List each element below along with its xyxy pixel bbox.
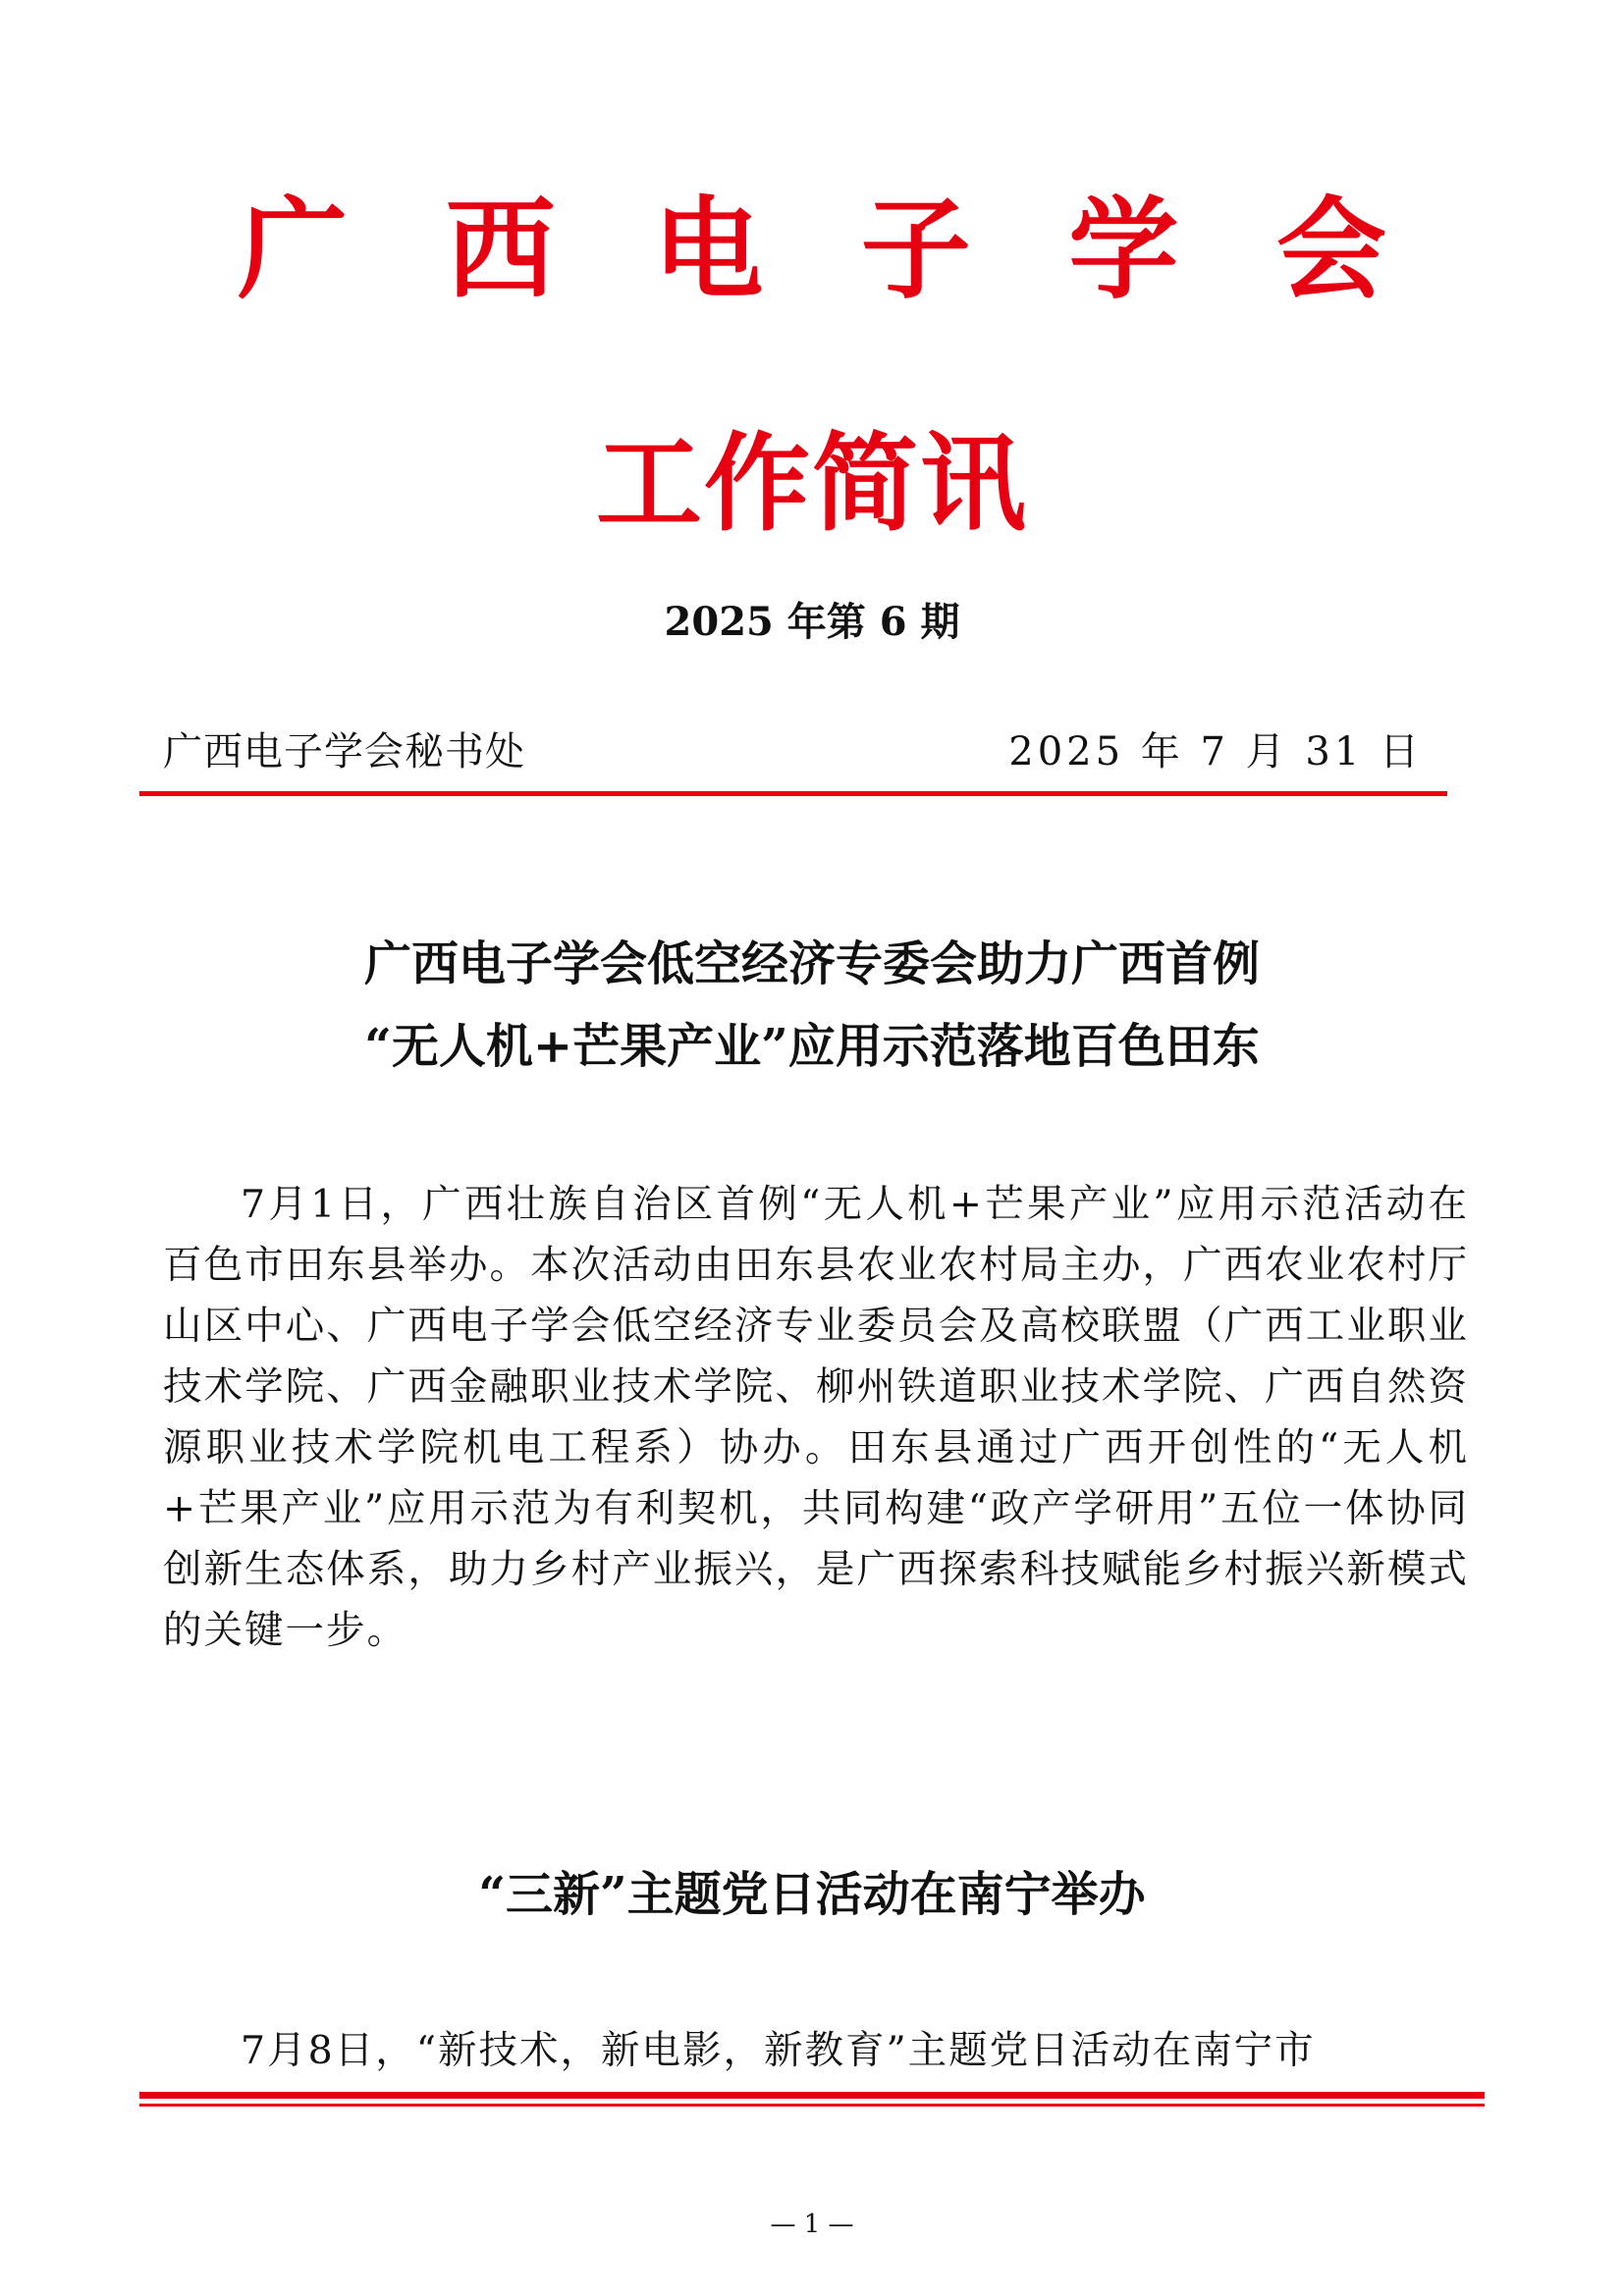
masthead-char: 西	[445, 186, 556, 314]
masthead-char: 电	[653, 186, 764, 314]
masthead-char: 会	[1275, 186, 1386, 314]
footer-divider-thick	[139, 2092, 1485, 2099]
sender-office: 广西电子学会秘书处	[163, 729, 525, 774]
footer-divider-thin	[139, 2104, 1485, 2107]
publish-date: 2025 年 7 月 31 日	[1008, 729, 1423, 774]
page-number: — 1 —	[770, 2210, 854, 2239]
article-2-title: “三新”主题党日活动在南宁举办	[478, 1867, 1146, 1922]
article-1-title-line-2: “无人机+芒果产业”应用示范落地百色田东	[364, 1019, 1260, 1074]
masthead-char: 学	[1068, 186, 1179, 314]
masthead-organization-name	[0, 187, 1624, 314]
article-2-body: 7月8日，“新技术，新电影，新教育”主题党日活动在南宁市	[241, 2028, 1316, 2073]
article-1-body: 7月1日，广西壮族自治区首例“无人机+芒果产业”应用示范活动在百色市田东县举办。本次活动由田东县农业农村局主办，广西农业农村厅山区中心、广西电子学会低空经济专业委员会及高校联盟（广西工业职业技术学院、广西金融职业技术学院、柳州铁道职业技术学院、广西自然资源职业技术学院机电工程系）协办。田东县通过广西开创性的“无人机+芒果产业”应用示范为有利契机，共同构建“政产学研用”五位一体协同创新生态体系，助力乡村产业振兴，是广西探索科技赋能乡村振兴新模式的关键一步。	[163, 1182, 1469, 1653]
masthead-char: 子	[860, 186, 971, 314]
header-divider	[139, 791, 1447, 796]
article-1-title	[0, 923, 1624, 1088]
article-1-title-line-1: 广西电子学会低空经济专委会助力广西首例	[363, 936, 1260, 991]
issue-number: 2025 年第 6 期	[664, 599, 960, 645]
bulletin-title: 工作简讯	[595, 422, 1028, 546]
masthead-char: 广	[238, 186, 348, 314]
